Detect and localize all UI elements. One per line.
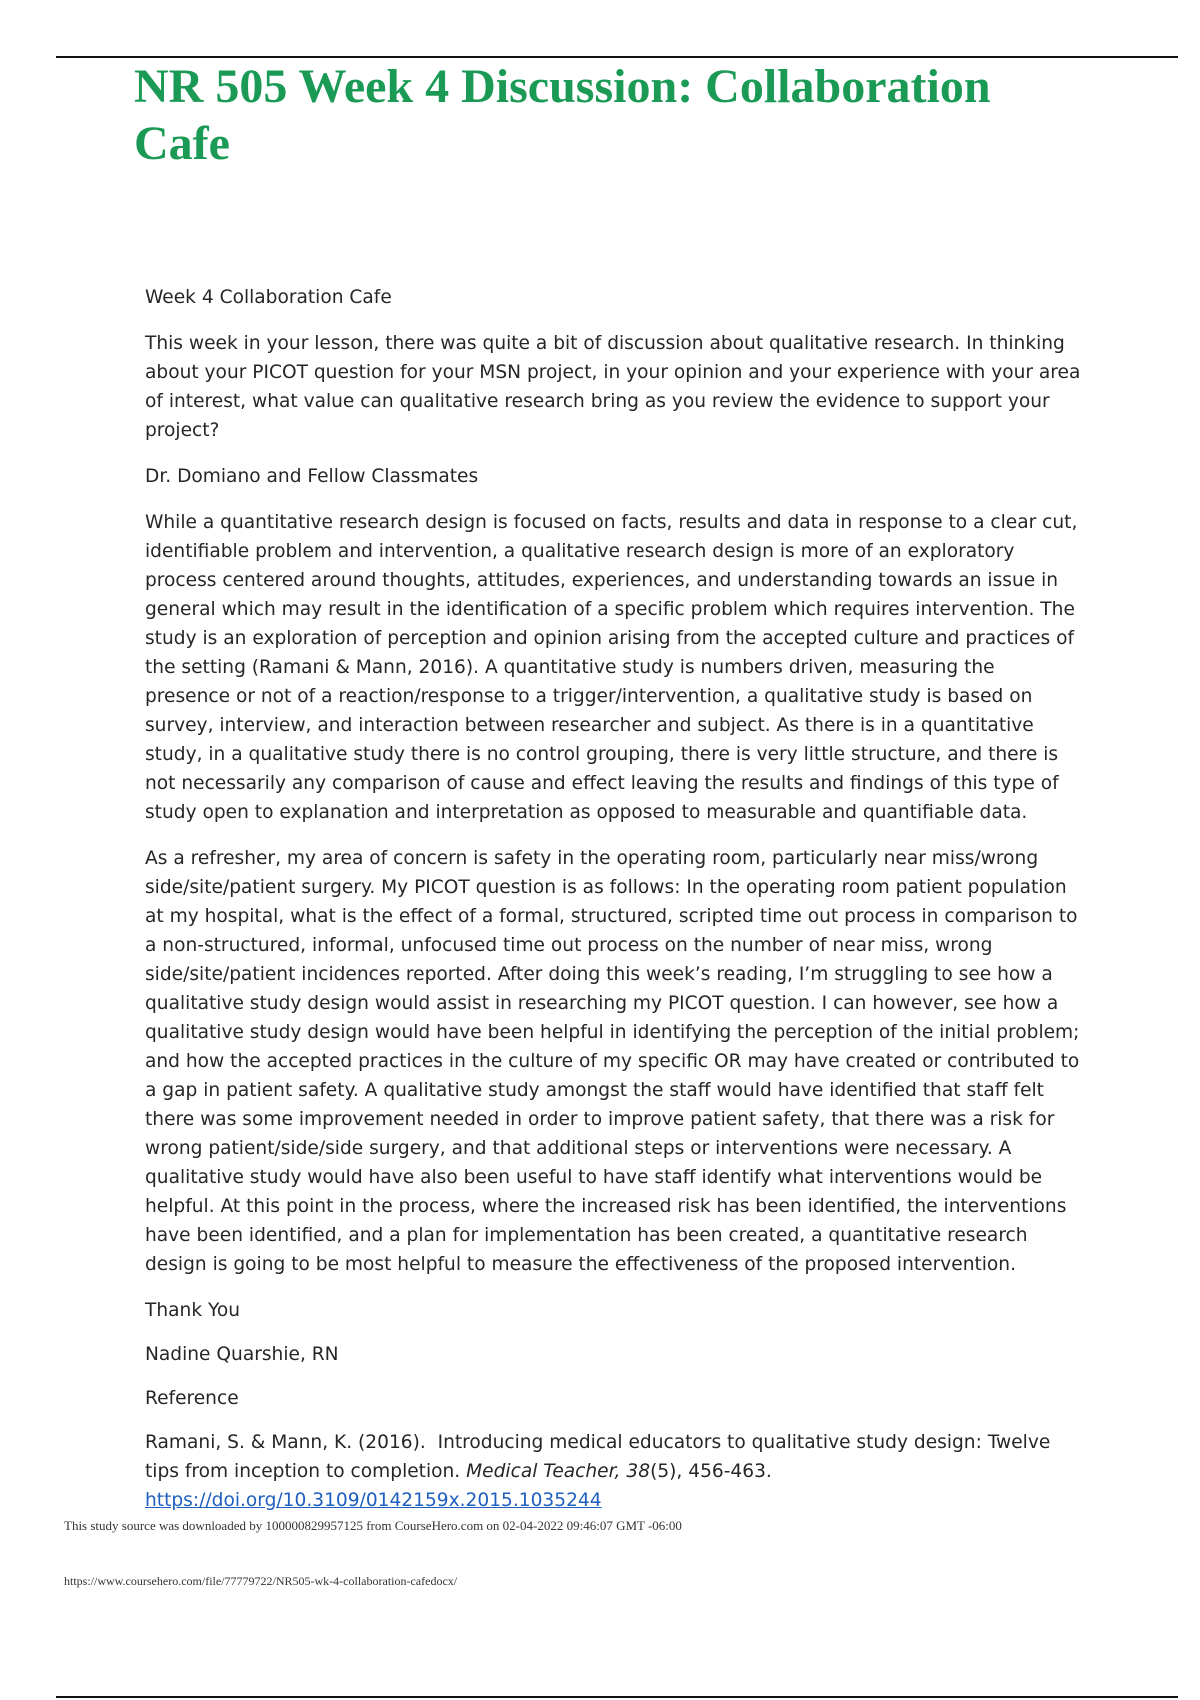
closing: Thank You bbox=[145, 1300, 241, 1321]
salutation: Dr. Domiano and Fellow Classmates bbox=[145, 466, 479, 487]
reference-heading: Reference bbox=[145, 1388, 239, 1409]
bottom-rule bbox=[56, 1696, 1178, 1698]
download-notice: This study source was downloaded by 100000829957125 from CourseHero.com on 02-04-2022 09:46:07 GMT -06:00 bbox=[64, 1518, 682, 1533]
reference-journal: Medical Teacher, bbox=[466, 1461, 621, 1482]
document-body bbox=[145, 283, 1085, 1532]
body-paragraph: As a refresher, my area of concern is safety in the operating room, particularly near miss/wrong side/site/patient surgery. My PICOT question is as follows: In the operating room patient population at my hospital, what is the effect of a formal, structured, scripted time out process in comparison to a non-structured, informal, unfocused time out process on the number of near miss, wrong side/site/patient incidences reported. After doing this week’s reading, I’m struggling to see how a qualitative study design would assist in researching my PICOT question. I can however, see how a qualitative study design would have been helpful in identifying the perception of the initial problem; and how the accepted practices in the culture of my specific OR may have created or contributed to a gap in patient safety. A qualitative study amongst the staff would have identified that staff felt there was some improvement needed in order to improve patient safety, that there was a risk for wrong patient/side/side surgery, and that additional steps or interventions were necessary. A qualitative study would have also been useful to have staff identify what interventions would be helpful. At this point in the process, where the increased risk has been identified, the interventions have been identified, and a plan for implementation has been created, a quantitative research design is going to be most helpful to measure the effectiveness of the proposed intervention. bbox=[145, 848, 1080, 1275]
discussion-prompt: This week in your lesson, there was quite a bit of discussion about qualitative research. In thinking about your PICOT question for your MSN project, in your opinion and your experience with your area of interest, what value can qualitative research bring as you review the evidence to support your project? bbox=[145, 333, 1081, 441]
document-title: NR 505 Week 4 Discussion: Collaboration Cafe bbox=[134, 60, 991, 170]
source-url: https://www.coursehero.com/file/77779722/NR505-wk-4-collaboration-cafedocx/ bbox=[64, 1574, 458, 1588]
reference-doi-link[interactable]: https://doi.org/10.3109/0142159x.2015.1035244 bbox=[145, 1490, 602, 1511]
section-heading: Week 4 Collaboration Cafe bbox=[145, 287, 392, 308]
reference-issue-pages: (5), 456-463. bbox=[650, 1461, 772, 1482]
reference-entry bbox=[145, 1428, 1085, 1515]
reference-volume: 38 bbox=[626, 1461, 651, 1482]
body-paragraph: While a quantitative research design is focused on facts, results and data in response to a clear cut, identifiable problem and intervention, a qualitative research design is more of an exploratory process centered around thoughts, attitudes, experiences, and understanding towards an issue in general which may result in the identification of a specific problem which requires intervention. The study is an exploration of perception and opinion arising from the accepted culture and practices of the setting (Ramani & Mann, 2016). A quantitative study is numbers driven, measuring the presence or not of a reaction/response to a trigger/intervention, a qualitative study is based on survey, interview, and interaction between researcher and subject. As there is in a quantitative study, in a qualitative study there is no control grouping, there is very little structure, and there is not necessarily any comparison of cause and effect leaving the results and findings of this type of study open to explanation and interpretation as opposed to measurable and quantifiable data. bbox=[145, 512, 1078, 823]
reference-title: Introducing medical educators to qualitative study design: Twelve tips from inception to completion. bbox=[145, 1432, 1051, 1482]
reference-authors: Ramani, S. & Mann, K. (2016). bbox=[145, 1432, 426, 1453]
signature: Nadine Quarshie, RN bbox=[145, 1344, 339, 1365]
